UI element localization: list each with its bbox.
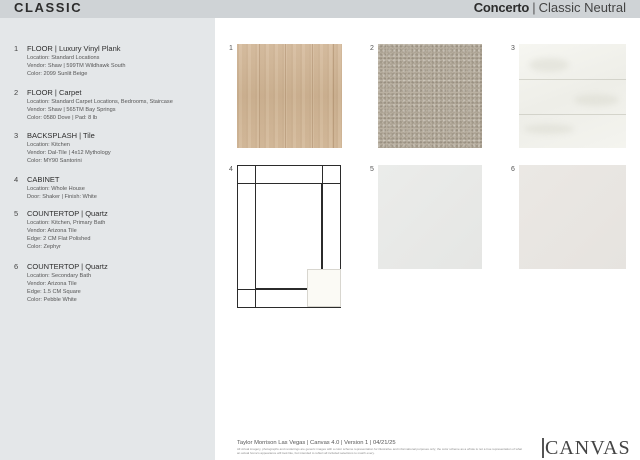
countertop-quartz-swatch: [519, 165, 626, 269]
tile-texture: [529, 58, 569, 72]
item-detail: Location: Standard Carpet Locations, Bedrooms, Staircase: [27, 99, 173, 105]
plank-seam: [333, 44, 334, 148]
item-number: 2: [14, 88, 19, 97]
scheme-name: Classic Neutral: [538, 0, 626, 15]
header-bar: [0, 0, 640, 18]
item-title: BACKSPLASH | Tile: [27, 131, 95, 140]
collection-title: [474, 0, 626, 16]
item-number: 1: [14, 44, 19, 53]
item-detail: Location: Whole House: [27, 186, 85, 192]
logo-bar: [542, 438, 544, 458]
plank-seam: [312, 44, 313, 148]
item-detail: Door: Shaker | Finish: White: [27, 194, 97, 200]
item-number: 5: [14, 209, 19, 218]
door-rail-line: [238, 183, 340, 184]
swatch-number: 1: [229, 45, 233, 52]
swatch-number: 3: [511, 45, 515, 52]
item-title: CABINET: [27, 175, 60, 184]
backsplash-tile-swatch: [519, 44, 626, 148]
item-detail: Vendor: Shaw | 599TM Wildhawk South: [27, 63, 126, 69]
item-detail: Location: Kitchen: [27, 142, 70, 148]
item-detail: Color: Zephyr: [27, 244, 61, 250]
item-title: FLOOR | Luxury Vinyl Plank: [27, 44, 121, 53]
door-stile-line: [255, 166, 256, 307]
carpet-swatch: [378, 44, 482, 148]
item-detail: Vendor: Arizona Tile: [27, 281, 77, 287]
swatch-number: 4: [229, 166, 233, 173]
item-title: COUNTERTOP | Quartz: [27, 209, 108, 218]
cabinet-door-drawing: [237, 165, 341, 308]
item-title: COUNTERTOP | Quartz: [27, 262, 108, 271]
tile-texture: [574, 94, 619, 106]
floor-lvp-swatch: [237, 44, 342, 148]
logo-text: CANVAS: [545, 437, 631, 459]
item-detail: Location: Secondary Bath: [27, 273, 92, 279]
item-detail: Edge: 2 CM Flat Polished: [27, 236, 91, 242]
item-detail: Edge: 1.5 CM Square: [27, 289, 81, 295]
item-detail: Vendor: Dal-Tile | 4x12 Mythology: [27, 150, 111, 156]
plank-seam: [285, 44, 286, 148]
selections-sidebar: [0, 18, 215, 460]
brand-title: CLASSIC: [14, 0, 83, 15]
swatch-number: 2: [370, 45, 374, 52]
item-title: FLOOR | Carpet: [27, 88, 82, 97]
swatch-number: 6: [511, 166, 515, 173]
item-detail: Color: MY90 Santorini: [27, 158, 82, 164]
item-detail: Color: 0580 Dove | Pad: 8 lb: [27, 115, 98, 121]
item-detail: Vendor: Arizona Tile: [27, 228, 77, 234]
item-detail: Color: 2099 Sunlit Beige: [27, 71, 88, 77]
plank-seam: [259, 44, 260, 148]
item-detail: Vendor: Shaw | 565TM Bay Springs: [27, 107, 116, 113]
tile-grout-line: [519, 79, 626, 80]
title-separator: |: [532, 0, 536, 15]
item-detail: Location: Standard Locations: [27, 55, 100, 61]
tile-texture: [524, 124, 574, 134]
footer-disclaimer: All virtual imagery, photographs and renderings are generic images with a color scheme representation for illustrative and informational purposes only; the color scheme as a whole is not a true representation of what an actual home's appearance will look like, but intended to reflect all included selections to match every.: [237, 448, 522, 455]
swatch-number: 5: [370, 166, 374, 173]
item-number: 3: [14, 131, 19, 140]
canvas-logo: [540, 436, 630, 460]
item-number: 4: [14, 175, 19, 184]
item-detail: Location: Kitchen, Primary Bath: [27, 220, 106, 226]
countertop-quartz-swatch: [378, 165, 482, 269]
item-detail: Color: Pebble White: [27, 297, 77, 303]
collection-name: Concerto: [473, 0, 530, 15]
item-number: 6: [14, 262, 19, 271]
tile-grout-line: [519, 114, 626, 115]
footer-info: Taylor Morrison Las Vegas | Canvas 4.0 | Version 1 | 04/21/25: [237, 440, 396, 446]
cabinet-finish-chip: [307, 269, 341, 307]
